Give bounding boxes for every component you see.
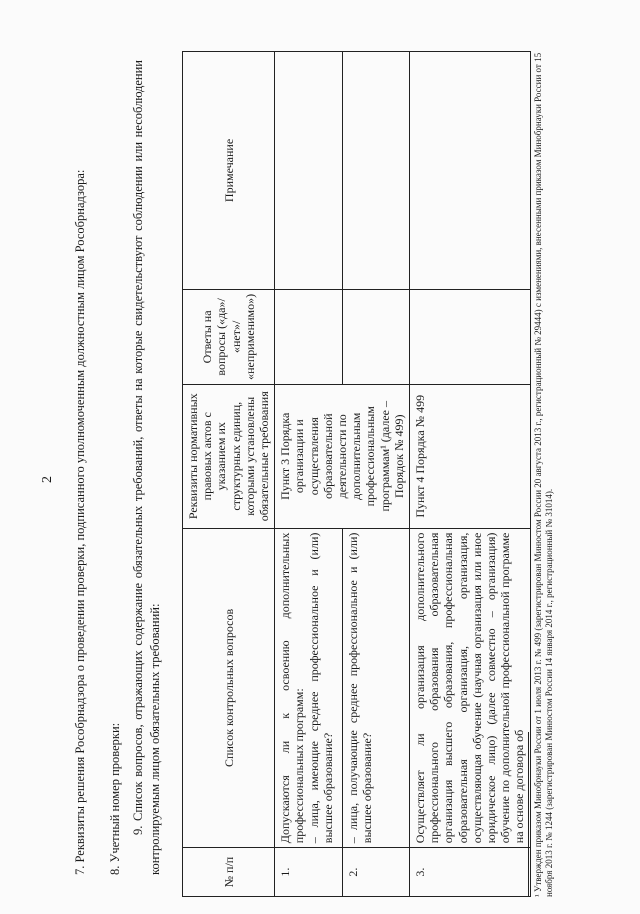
header-answers: Ответы на вопросы («да»/ «нет»/ «неприменимо»)	[183, 289, 275, 384]
table-row	[410, 52, 531, 897]
rotated-content	[40, 37, 600, 897]
checklist-table	[182, 51, 531, 897]
row-question: – лица, получающие среднее профессиональное и (или) высшее образование?	[342, 528, 409, 848]
item-9-text: 9. Список вопросов, отражающих содержание обязательных требований, ответы на которые свидетельствуют соблюдении или несоблюдении контролируемым лицом обязательных требований:	[131, 60, 162, 875]
item-8-record-number: 8. Учетный номер проверки:	[108, 722, 122, 875]
row-note	[410, 52, 531, 290]
row-num: 1.	[275, 848, 342, 897]
page-number: 2	[40, 476, 55, 483]
item-9-question-list-intro	[130, 60, 164, 875]
header-requisites: Реквизиты нормативных правовых актов с указанием их структурных единиц, которыми установлены обязательные требования	[183, 384, 275, 528]
row-answer	[342, 289, 409, 384]
footnote: ¹ Утвержден приказом Минобрнауки России от 1 июля 2013 г. № 499 (зарегистрирован Минюстом России 20 августа 2013 г., регистрационный № 29444) с изменениями, внесенными приказом Минобрнауки России от 15 ноября 2013 г. № 1244 (зарегистрирован Минюстом России 14 января 2014 г., регистрационный № 31014).	[533, 52, 554, 897]
table-header-row	[183, 52, 275, 897]
row-question: Осуществляет ли организация дополнительного профессионального образования образовательная организация высшего образования, профессиональная образовательная организация, организация, осуществляющая обучение (научная организация или иное юридическое лицо) (далее совместно – организация) обучение по дополнительной профессиональной программе на основе договора об	[410, 528, 531, 848]
footnote-divider	[528, 732, 529, 897]
table-row	[275, 52, 342, 897]
row-num: 3.	[410, 848, 531, 897]
header-note: Примечание	[183, 52, 275, 290]
row-answer	[410, 289, 531, 384]
row-requisite: Пункт 3 Порядка организации и осуществления образовательной деятельности по дополнительным профессиональным программам¹ (далее – Порядок № 499)	[275, 384, 410, 528]
item-7-requisites: 7. Реквизиты решения Рособрнадзора о проведении проверки, подписанного уполномоченным должностным лицом Рособрнадзора:	[73, 169, 87, 875]
row-question: Допускаются ли к освоению дополнительных профессиональных программ: – лица, имеющие среднее профессиональное и (или) высшее образование?	[275, 528, 342, 848]
row-num: 2.	[342, 848, 409, 897]
row-note	[342, 52, 409, 290]
header-questions: Список контрольных вопросов	[183, 528, 275, 848]
header-num: № п/п	[183, 848, 275, 897]
row-note	[275, 52, 342, 290]
row-answer	[275, 289, 342, 384]
row-requisite: Пункт 4 Порядка № 499	[410, 384, 531, 528]
